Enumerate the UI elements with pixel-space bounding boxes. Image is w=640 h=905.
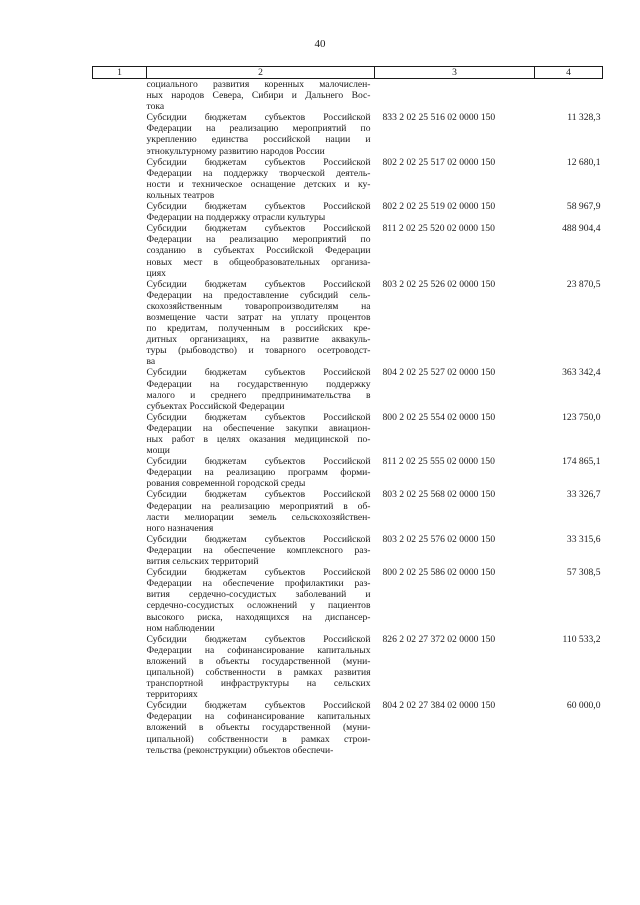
revenue-name-line: вития сельских территорий — [146, 556, 259, 568]
revenue-name-line: вложений в объекты государственной (муни- — [146, 722, 371, 734]
revenue-name-line: Федерации на реализацию программ форми- — [146, 467, 371, 479]
table-row — [93, 412, 603, 456]
budget-code-cell: 803 2 02 25 576 02 0000 150 — [382, 533, 496, 545]
revenue-name-line: ципальной) собственности в рамках строи- — [146, 733, 371, 745]
revenue-name-cell — [147, 279, 375, 368]
row-number-cell — [93, 700, 147, 755]
revenue-name-line: Субсидии бюджетам субъектов Российской — [146, 223, 371, 235]
revenue-name-cell — [147, 567, 375, 634]
table-row — [93, 489, 603, 533]
revenue-name-line: тельства (реконструкции) объектов обеспечи- — [146, 744, 334, 756]
table-row — [93, 700, 603, 755]
revenue-table — [92, 66, 603, 756]
revenue-name-line: Субсидии бюджетам субъектов Российской — [146, 489, 371, 501]
row-number-cell — [93, 201, 147, 223]
revenue-name-line: ципальной) собственности в рамках развития — [146, 666, 371, 678]
amount-cell: 58 967,9 — [566, 201, 601, 213]
table-row — [93, 223, 603, 278]
revenue-name-line: Субсидии бюджетам субъектов Российской — [146, 633, 371, 645]
revenue-name-line: территориях — [146, 689, 198, 701]
revenue-name-line: вития сердечно-сосудистых заболеваний и — [146, 589, 371, 601]
revenue-name-line: туры (рыбоводство) и товарного осетроводст- — [146, 345, 371, 357]
revenue-name-line: мощи — [146, 445, 170, 457]
amount-cell: 488 904,4 — [562, 223, 601, 235]
row-number-cell — [93, 367, 147, 411]
row-number-cell — [93, 157, 147, 201]
revenue-name-line: Субсидии бюджетам субъектов Российской — [146, 112, 371, 124]
revenue-name-line: Федерации на поддержку творческой деятель- — [146, 167, 371, 179]
row-number-cell — [93, 456, 147, 489]
revenue-name-cell — [147, 223, 375, 278]
revenue-name-line: Федерации на обеспечение комплексного раз- — [146, 544, 371, 556]
amount-cell: 174 865,1 — [562, 456, 601, 468]
revenue-name-line: ного назначения — [146, 522, 214, 534]
budget-code-cell: 804 2 02 25 527 02 0000 150 — [382, 367, 496, 379]
budget-code-cell — [375, 79, 535, 113]
amount-cell: 23 870,5 — [566, 278, 601, 290]
table-row — [93, 367, 603, 411]
revenue-name-line: Федерации на реализацию мероприятий по — [146, 123, 371, 135]
row-number-cell — [93, 223, 147, 278]
amount-cell: 123 750,0 — [562, 411, 601, 423]
revenue-name-line: Федерации на обеспечение профилактики раз- — [146, 578, 371, 590]
table-header — [93, 67, 603, 79]
revenue-name-line: вложений в объекты государственной (муни- — [146, 655, 371, 667]
budget-code-cell: 833 2 02 25 516 02 0000 150 — [382, 112, 496, 124]
budget-code-cell: 803 2 02 25 568 02 0000 150 — [382, 489, 496, 501]
budget-code-cell: 800 2 02 25 586 02 0000 150 — [382, 567, 496, 579]
amount-cell: 57 308,5 — [566, 567, 601, 579]
table-row — [93, 157, 603, 201]
revenue-name-line: ности и техническое оснащение детских и ку- — [146, 178, 371, 190]
revenue-name-line: рования современной городской среды — [146, 478, 306, 490]
budget-code-cell: 802 2 02 25 517 02 0000 150 — [382, 156, 496, 168]
amount-cell: 33 326,7 — [566, 489, 601, 501]
revenue-name-line: ных работ в целях оказания медицинской по- — [146, 434, 371, 445]
revenue-name-line: новых мест в общеобразовательных организа- — [146, 256, 371, 268]
row-number-cell — [93, 412, 147, 456]
revenue-name-line: Субсидии бюджетам субъектов Российской — [146, 533, 371, 545]
amount-cell: 12 680,1 — [566, 156, 601, 168]
revenue-name-line: скохозяйственным товаропроизводителям на — [146, 300, 371, 312]
row-number-cell — [93, 534, 147, 567]
revenue-name-line: дитных организациях, на развитие аквакуль- — [146, 334, 371, 346]
row-number-cell — [93, 79, 147, 113]
table-row — [93, 534, 603, 567]
table-row — [93, 634, 603, 701]
amount-cell: 33 315,6 — [566, 533, 601, 545]
revenue-name-line: сердечно-сосудистых осложнений у пациентов — [146, 600, 371, 612]
column-header-3: 3 — [375, 67, 535, 79]
column-header-4: 4 — [535, 67, 603, 79]
revenue-name-line: ва — [146, 356, 156, 368]
budget-code-cell: 811 2 02 25 520 02 0000 150 — [382, 223, 495, 235]
revenue-name-line: субъектах Российской Федерации — [146, 400, 285, 412]
revenue-name-line: Субсидии бюджетам субъектов Российской — [146, 700, 371, 712]
revenue-name-line: циях — [146, 267, 166, 279]
revenue-name-line: ных народов Севера, Сибири и Дальнего Вос- — [146, 90, 371, 102]
column-header-2: 2 — [147, 67, 375, 79]
revenue-name-line: транспортной инфраструктуры на сельских — [146, 678, 371, 690]
revenue-name-line: Федерации на обеспечение закупки авиацион- — [146, 422, 371, 434]
revenue-name-line: ном наблюдении — [146, 622, 215, 634]
amount-cell: 110 533,2 — [562, 633, 601, 645]
revenue-name-cell — [147, 534, 375, 567]
table-row — [93, 279, 603, 368]
revenue-name-line: социального развития коренных малочислен- — [146, 79, 371, 90]
revenue-name-line: этнокультурному развитию народов России — [146, 145, 325, 157]
revenue-name-line: Федерации на софинансирование капитальных — [146, 644, 371, 656]
row-number-cell — [93, 634, 147, 701]
amount-cell: 363 342,4 — [562, 367, 601, 379]
revenue-name-cell — [147, 489, 375, 533]
revenue-name-line: малого и среднего предпринимательства в — [146, 389, 371, 401]
revenue-name-cell — [147, 456, 375, 489]
row-number-cell — [93, 567, 147, 634]
table-row — [93, 456, 603, 489]
revenue-name-line: возмещение части затрат на уплату процентов — [146, 311, 371, 323]
revenue-name-line: Субсидии бюджетам субъектов Российской — [146, 456, 371, 468]
revenue-name-line: Субсидии бюджетам субъектов Российской — [146, 567, 371, 579]
revenue-name-line: высокого риска, находящихся на диспансер- — [146, 611, 371, 623]
revenue-name-cell — [147, 367, 375, 411]
revenue-name-line: тока — [146, 101, 165, 113]
revenue-name-line: Субсидии бюджетам субъектов Российской — [146, 411, 371, 423]
revenue-name-line: созданию в субъектах Российской Федерации — [146, 245, 371, 257]
revenue-name-line: ласти мелиорации земель сельскохозяйствен- — [146, 511, 371, 523]
table-row — [93, 112, 603, 156]
revenue-name-line: укреплению единства российской нации и — [146, 134, 371, 146]
budget-code-cell: 802 2 02 25 519 02 0000 150 — [382, 201, 496, 213]
table-row — [93, 567, 603, 634]
table-row — [93, 201, 603, 223]
revenue-name-line: Федерации на реализацию мероприятий по — [146, 234, 371, 246]
budget-code-cell: 826 2 02 27 372 02 0000 150 — [382, 633, 496, 645]
revenue-name-line: Субсидии бюджетам субъектов Российской — [146, 367, 371, 379]
budget-code-cell: 804 2 02 27 384 02 0000 150 — [382, 700, 496, 712]
revenue-name-cell — [147, 112, 375, 156]
revenue-name-line: кольных театров — [146, 189, 215, 201]
revenue-name-cell — [147, 634, 375, 701]
amount-cell: 11 328,3 — [567, 112, 601, 124]
row-number-cell — [93, 279, 147, 368]
revenue-name-cell — [147, 79, 375, 113]
revenue-name-line: Субсидии бюджетам субъектов Российской — [146, 278, 371, 290]
amount-cell: 60 000,0 — [566, 700, 601, 712]
table-body — [93, 79, 603, 756]
budget-code-cell: 811 2 02 25 555 02 0000 150 — [382, 456, 495, 468]
column-header-1: 1 — [93, 67, 147, 79]
page-number: 40 — [314, 38, 326, 50]
revenue-name-line: Субсидии бюджетам субъектов Российской — [146, 201, 371, 213]
budget-code-cell: 800 2 02 25 554 02 0000 150 — [382, 411, 496, 423]
revenue-name-line: Федерации на реализацию мероприятий в об- — [146, 500, 371, 512]
revenue-name-line: Федерации на предоставление субсидий сель- — [146, 289, 371, 301]
revenue-name-line: Субсидии бюджетам субъектов Российской — [146, 156, 371, 168]
revenue-name-line: Федерации на поддержку отрасли культуры — [146, 212, 326, 224]
revenue-name-cell — [147, 412, 375, 456]
revenue-name-line: Федерации на государственную поддержку — [146, 378, 371, 390]
row-number-cell — [93, 489, 147, 533]
revenue-name-line: по кредитам, полученным в российских кре- — [146, 323, 371, 335]
revenue-name-cell — [147, 700, 375, 755]
row-number-cell — [93, 112, 147, 156]
budget-code-cell: 803 2 02 25 526 02 0000 150 — [382, 278, 496, 290]
amount-cell — [535, 79, 603, 113]
revenue-name-cell — [147, 201, 375, 223]
table-row — [93, 79, 603, 113]
revenue-name-line: Федерации на софинансирование капитальных — [146, 711, 371, 723]
revenue-name-cell — [147, 157, 375, 201]
